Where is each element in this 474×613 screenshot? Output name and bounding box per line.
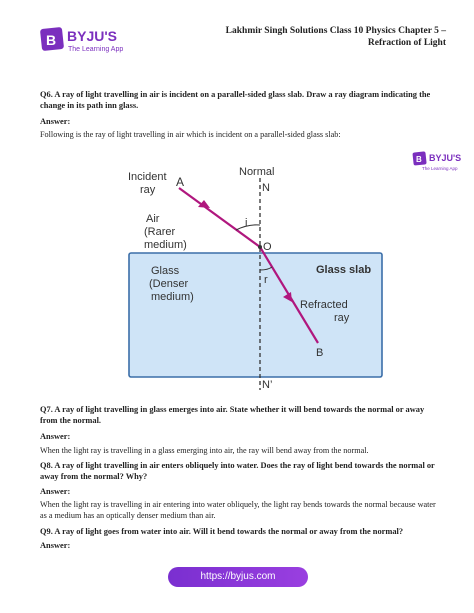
svg-text:B: B <box>416 155 422 164</box>
incident-ray-line <box>179 188 260 247</box>
answer-label-6: Answer: <box>40 117 71 126</box>
page-header <box>196 25 446 49</box>
header-line-1: Lakhmir Singh Solutions Class 10 Physics Chapter 5 – <box>225 26 446 36</box>
answer-label-9: Answer: <box>40 541 71 550</box>
air-label: Air (Rarer medium) <box>144 213 187 251</box>
point-b-label: B <box>316 347 324 359</box>
point-n-label: N <box>262 182 270 194</box>
angle-i-arc <box>236 225 260 230</box>
angle-i-label: i <box>245 217 248 229</box>
question-6: Q6. A ray of light travelling in air is incident on a parallel-sided glass slab. Draw a ray diagram indicating the change in its path inn glass. <box>40 90 431 110</box>
svg-text:B: B <box>46 32 57 48</box>
logo-tagline: The Learning App <box>68 46 124 53</box>
point-o-label: O <box>263 241 272 253</box>
refracted-ray-label: Refracted ray <box>300 299 350 324</box>
point-n-prime-label: N’ <box>262 379 273 391</box>
answer-label-8: Answer: <box>40 487 71 496</box>
answer-8: When the light ray is travelling in air entering into water obliquely, the light ray bends towards the normal because water as a medium has an optically denser medium than air. <box>40 500 436 520</box>
answer-6: Following is the ray of light travelling in air which is incident on a parallel-sided glass slab: <box>40 130 341 139</box>
footer-url-link[interactable]: https://byjus.com <box>168 567 308 587</box>
answer-7: When the light ray is travelling in a glass emerging into air, the ray will bend away from the normal. <box>40 446 369 455</box>
answer-label-7: Answer: <box>40 432 71 441</box>
point-o-dot <box>258 245 262 249</box>
refraction-diagram <box>40 150 462 395</box>
incident-ray-label: Incident ray <box>128 171 167 196</box>
question-8: Q8. A ray of light travelling in air enters obliquely into water. Does the ray of light bend towards the normal or away from the normal? Why? <box>40 461 435 481</box>
question-9: Q9. A ray of light goes from water into air. Will it bend towards the normal or away from the normal? <box>40 527 404 536</box>
byjus-logo-mark <box>40 25 133 55</box>
byjus-logo <box>40 25 133 55</box>
diagram-logo-tagline: The Learning App <box>422 166 458 171</box>
normal-label: Normal <box>239 166 275 178</box>
angle-r-label: r <box>264 274 268 286</box>
glass-label: Glass (Denser medium) <box>149 265 194 303</box>
header-line-2: Refraction of Light <box>367 38 446 48</box>
diagram-logo-name: BYJU'S <box>429 153 462 163</box>
point-a-label: A <box>176 175 185 189</box>
logo-name: BYJU'S <box>67 28 118 44</box>
question-7: Q7. A ray of light travelling in glass emerges into air. State whether it will bend towards the normal or away from the normal. <box>40 405 425 425</box>
diagram-byjus-logo <box>412 151 461 171</box>
glass-slab-label: Glass slab <box>316 264 372 276</box>
